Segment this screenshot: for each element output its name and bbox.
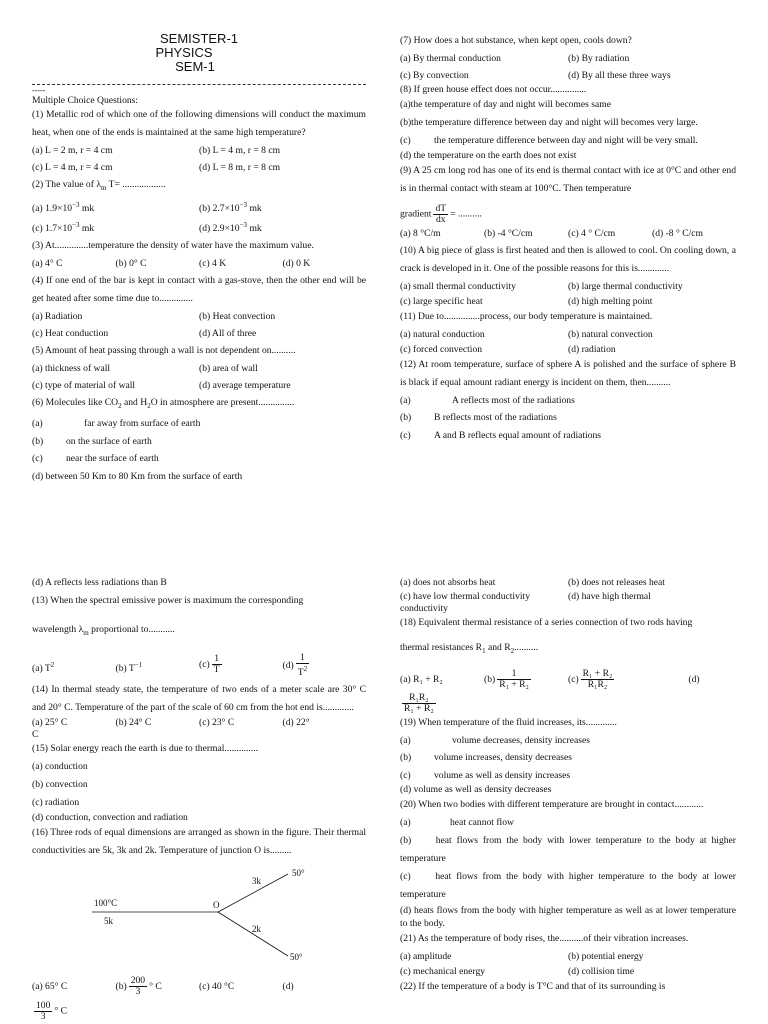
question-6-text: (6) Molecules like $CO_2$ and $H_2O$ in atmosphere are present............... xyxy=(32,397,295,411)
q19-option-c-label: (c) xyxy=(400,769,411,781)
q12-option-c-label: (c) xyxy=(400,429,411,441)
q19-option-a-label: (a) xyxy=(400,734,411,746)
q18-option-a: (a) R₁ + R₂ xyxy=(400,673,443,685)
q9-option-d: (d) -8 ° C/cm xyxy=(652,227,703,239)
q2-option-b: (b) $2.7\times 10^{-3}$ mk xyxy=(199,200,262,215)
q4-option-c: (c) Heat conduction xyxy=(32,328,109,340)
question-4 xyxy=(32,272,366,342)
question-7-text: (7) How does a hot substance, when kept open, cools down? xyxy=(400,35,632,46)
fig-label-5k: 5k xyxy=(104,916,113,927)
question-2-text xyxy=(32,176,366,197)
q11-option-d: (d) radiation xyxy=(568,343,616,355)
q17-option-c-cont: conductivity xyxy=(400,603,448,614)
question-5-text: (5) Amount of heat passing through a wall is not dependent on.......... xyxy=(32,345,296,357)
q19-option-c: volume as well as density increases xyxy=(434,769,571,781)
question-16 xyxy=(32,824,366,1022)
q16-option-a: (a) 65° C xyxy=(32,981,68,993)
fig-bottom-temp: 50° xyxy=(290,952,303,963)
question-11-text: (11) Due to...............process, our body temperature is maintained. xyxy=(400,310,653,322)
q19-option-d: (d) volume as well as density decreases xyxy=(400,784,552,796)
q18-option-b: (b) $\frac{1}{\text{R₁ + R₂}}$ xyxy=(484,668,529,691)
q14-option-d-unit: C xyxy=(32,729,39,741)
q6-option-c: near the surface of earth xyxy=(66,453,159,465)
question-12-text: (12) At room temperature, surface of sphere A is polished and the surface of sphere B is black if equal amount radiant energy is incident on them, then.......... xyxy=(400,358,736,388)
question-10-text: (10) A big piece of glass is first heated and then is allowed to cool. On cooling down, a crack is developed in it. One of the possible reasons for this is............. xyxy=(400,244,736,274)
question-8 xyxy=(400,84,736,162)
question-1 xyxy=(32,106,366,176)
fig-label-2k: 2k xyxy=(252,924,261,935)
q3-option-d: (d) 0 K xyxy=(282,258,311,270)
q18-option-d-label: (d) xyxy=(688,673,700,685)
fig-junction-o: O xyxy=(213,900,220,911)
q9-gradient: gradient $\frac{dT}{dx}$ = .......... xyxy=(400,202,482,225)
q5-option-c: (c) type of material of wall xyxy=(32,380,136,392)
q6-option-a-label: (a) xyxy=(32,418,43,430)
q3-option-c: (c) 4 K xyxy=(199,258,227,270)
q19-option-b-label: (b) xyxy=(400,752,412,764)
q14-option-d: (d) 22° xyxy=(282,717,310,729)
question-9-text: (9) A 25 cm long rod has one of its end is thermal contact with ice at 0°C and other end is in thermal contact with steam at 100°C. Then temperature xyxy=(400,164,736,194)
question-5 xyxy=(32,342,366,394)
fig-label-3k: 3k xyxy=(252,876,261,887)
q16-option-b: (b) $\frac{200}{3}$ ° C xyxy=(115,975,162,998)
q11-option-b: (b) natural convection xyxy=(568,328,653,340)
dt-dx-fraction: $\frac{dT}{dx}$ xyxy=(435,202,447,225)
fig-top-temp: 50° xyxy=(292,868,305,879)
q8-option-a: (a)the temperature of day and night will becomes same xyxy=(400,99,611,110)
q12-option-c: A and B reflects equal amount of radiations xyxy=(434,429,602,441)
q7-option-a: (a) By thermal conduction xyxy=(400,53,501,64)
q17-option-a: (a) does not absorbs heat xyxy=(400,577,496,588)
q3-option-a: (a) 4° C xyxy=(32,258,63,270)
q20-option-a-label: (a) xyxy=(400,817,411,829)
q7-option-d: (d) By all these three ways xyxy=(568,70,671,81)
question-12 xyxy=(400,356,736,445)
question-19 xyxy=(400,714,736,797)
question-2 xyxy=(32,176,366,237)
q11-option-c: (c) forced convection xyxy=(400,343,483,355)
rod-2k xyxy=(218,912,288,956)
question-16-text: (16) Three rods of equal dimensions are arranged as shown in the figure. Their thermal conductivities are 5k, 3k and 2k. Temperature of junction O is......... xyxy=(32,827,366,857)
q18-resistances-line: thermal resistances $R_1$ and $R_2$.......... xyxy=(400,642,539,655)
q13-option-d: (d) $\frac{1}{T^2}$ xyxy=(282,651,308,679)
question-13-text: (13) When the spectral emissive power is maximum the corresponding xyxy=(32,595,304,606)
question-14 xyxy=(32,681,366,740)
question-18 xyxy=(400,614,736,714)
question-4-text: (4) If one end of the bar is kept in contact with a gas-stove, then the other end will be get heated after some time due to.............. xyxy=(32,275,366,305)
q18-option-d: $\frac{\text{R₁R₂}}{\text{R₁ + R₂}}$ xyxy=(404,691,434,714)
question-3 xyxy=(32,237,366,272)
q16-option-c: (c) 40 °C xyxy=(199,981,235,993)
question-1-text: (1) Metallic rod of which one of the following dimensions will conduct the maximum heat, when one of the ends is maintained at the same high temperature? xyxy=(32,109,366,138)
q13-option-c: (c) $\frac{1}{T}$ xyxy=(199,653,220,676)
header-sem: SEM-1 xyxy=(175,59,215,74)
page2-right-column xyxy=(400,574,736,1024)
q8-option-c: the temperature difference between day and night will be very small. xyxy=(434,135,698,146)
three-rods-figure xyxy=(32,860,366,970)
q1-option-c: (c) L = 4 m, r = 4 cm xyxy=(32,162,113,173)
question-15-text: (15) Solar energy reach the earth is due to thermal.............. xyxy=(32,743,259,755)
q16-option-d: $\frac{100}{3}$ ° C xyxy=(36,1000,68,1023)
q2-option-c: (c) $1.7\times 10^{-3}$ mk xyxy=(32,221,95,235)
header-subject: PHYSICS xyxy=(155,45,213,60)
q9-option-a: (a) 8 °C/m xyxy=(400,227,441,239)
q19-option-a: volume decreases, density increases xyxy=(452,734,590,746)
document-header xyxy=(32,32,366,74)
q3-option-b: (b) 0° C xyxy=(115,258,147,270)
q13-wavelength-line: wavelength $\lambda_m$ proportional to........... xyxy=(32,624,175,637)
q12-option-d: (d) A reflects less radiations than B xyxy=(32,577,167,588)
question-6 xyxy=(32,394,366,485)
question-19-text: (19) When temperature of the fluid increases, its............. xyxy=(400,716,617,728)
header-rule xyxy=(32,84,366,85)
page1-right-column xyxy=(400,32,736,510)
q6-option-b-label: (b) xyxy=(32,435,44,447)
q2-option-d: (d) $2.9\times 10^{-3}$ mk xyxy=(199,221,262,235)
q5-option-b: (b) area of wall xyxy=(199,363,258,375)
q6-option-c-label: (c) xyxy=(32,453,43,465)
q6-option-d: (d) between 50 Km to 80 Km from the surface of earth xyxy=(32,470,243,482)
q13-option-a: (a) $T^2$ xyxy=(32,660,55,675)
q20-option-d: (d) heats flows from the body with higher temperature as well as at lower temperature to the body. xyxy=(400,904,736,929)
q8-option-c-label: (c) xyxy=(400,135,411,146)
q15-option-c: (c) radiation xyxy=(32,797,80,809)
q10-option-b: (b) large thermal conductivity xyxy=(568,280,683,292)
q15-option-d: (d) conduction, convection and radiation xyxy=(32,812,188,824)
q18-option-c: (c) $\frac{\text{R₁ + R₂}}{\text{R₁R₂}}$ xyxy=(568,668,613,691)
q10-option-a: (a) small thermal conductivity xyxy=(400,280,516,292)
q5-option-a: (a) thickness of wall xyxy=(32,363,111,375)
q2-option-a: (a) $1.9\times 10^{-3}$ mk xyxy=(32,200,95,215)
q8-option-b: (b)the temperature difference between day and night will becomes very large. xyxy=(400,117,698,128)
q2-suffix: T= .................. xyxy=(108,179,166,190)
question-18-text: (18) Equivalent thermal resistance of a series connection of two rods having xyxy=(400,617,693,628)
q21-option-a: (a) amplitude xyxy=(400,950,452,962)
question-20-text: (20) When two bodies with different temperature are brought in contact............ xyxy=(400,799,704,811)
q4-option-a: (a) Radiation xyxy=(32,311,83,323)
q6-option-b: on the surface of earth xyxy=(66,435,152,447)
q17-option-b: (b) does not releases heat xyxy=(568,577,665,588)
q12-option-a: A reflects most of the radiations xyxy=(452,394,575,406)
lambda-symbol: λ xyxy=(96,179,101,190)
q9-option-b: (b) -4 °C/cm xyxy=(484,227,533,239)
page1-left-column xyxy=(32,32,366,510)
q8-option-d: (d) the temperature on the earth does not exist xyxy=(400,149,577,161)
question-17-options xyxy=(400,574,736,614)
q20-option-c: (c) heat flows from the body with higher temperature to the body at lower temperature xyxy=(400,870,736,900)
q21-option-b: (b) potential energy xyxy=(568,950,644,962)
q12-option-b-label: (b) xyxy=(400,412,412,423)
page2-left-column xyxy=(32,574,366,1024)
header-semester: SEMISTER-1 xyxy=(159,32,238,46)
q12-option-b: B reflects most of the radiations xyxy=(434,412,557,423)
mcq-title: Multiple Choice Questions: xyxy=(32,95,139,106)
fig-left-temp: 100°C xyxy=(94,898,118,909)
q7-option-c: (c) By convection xyxy=(400,70,469,81)
q11-option-a: (a) natural conduction xyxy=(400,328,485,340)
question-14-text: (14) In thermal steady state, the temperature of two ends of a meter scale are 30° C and 20° C. Temperature of the part of the scale of 60 cm from the hot end is............. xyxy=(32,684,366,714)
q16-option-d-label: (d) xyxy=(282,981,294,993)
q17-option-c: (c) have low thermal conductivity xyxy=(400,591,531,602)
q9-option-c: (c) 4 ° C/cm xyxy=(568,227,616,239)
q15-option-b: (b) convection xyxy=(32,779,88,791)
q14-option-c: (c) 23° C xyxy=(199,717,235,729)
q6-option-a: far away from surface of earth xyxy=(84,418,201,430)
q12-option-a-label: (a) xyxy=(400,394,411,406)
q1-option-b: (b) L = 4 m, r = 8 cm xyxy=(199,145,281,156)
q19-option-b: volume increases, density decreases xyxy=(434,752,572,764)
q14-option-b: (b) 24° C xyxy=(115,717,152,729)
question-15 xyxy=(32,740,366,824)
q15-option-a: (a) conduction xyxy=(32,761,88,773)
q5-option-d: (d) average temperature xyxy=(199,380,291,392)
question-20 xyxy=(400,796,736,930)
q17-option-d: (d) have high thermal xyxy=(568,591,651,602)
question-9 xyxy=(400,162,736,242)
q21-option-c: (c) mechanical energy xyxy=(400,965,486,977)
q21-option-d: (d) collision time xyxy=(568,965,635,977)
q1-option-d: (d) L = 8 m, r = 8 cm xyxy=(199,162,281,173)
q4-option-b: (b) Heat convection xyxy=(199,311,276,323)
q13-option-b: (b) $T^{-1}$ xyxy=(115,660,143,675)
q10-option-c: (c) large specific heat xyxy=(400,295,483,307)
question-7 xyxy=(400,32,736,84)
question-8-text: (8) If green house effect does not occur............... xyxy=(400,84,587,95)
question-11 xyxy=(400,308,736,356)
header-dots: ----- xyxy=(32,86,46,95)
question-10 xyxy=(400,242,736,308)
q4-option-d: (d) All of three xyxy=(199,328,257,340)
lambda-sub: m xyxy=(100,183,107,192)
question-21-text: (21) As the temperature of body rises, the..........of their vibration increases. xyxy=(400,932,689,944)
q20-option-b: (b) heat flows from the body with lower temperature to the body at higher temperature xyxy=(400,834,736,864)
question-22-text: (22) If the temperature of a body is T°C and that of its surrounding is xyxy=(400,980,666,992)
q2-prefix: (2) The value of xyxy=(32,179,94,190)
q7-option-b: (b) By radiation xyxy=(568,53,630,64)
question-13 xyxy=(32,592,366,681)
q1-option-a: (a) L = 2 m, r = 4 cm xyxy=(32,145,113,156)
question-3-text: (3) At..............temperature the density of water have the maximum value. xyxy=(32,240,314,252)
question-21 xyxy=(400,930,736,978)
q10-option-d: (d) high melting point xyxy=(568,295,653,307)
q20-option-a: heat cannot flow xyxy=(450,817,514,829)
q14-option-a: (a) 25° C xyxy=(32,717,68,729)
